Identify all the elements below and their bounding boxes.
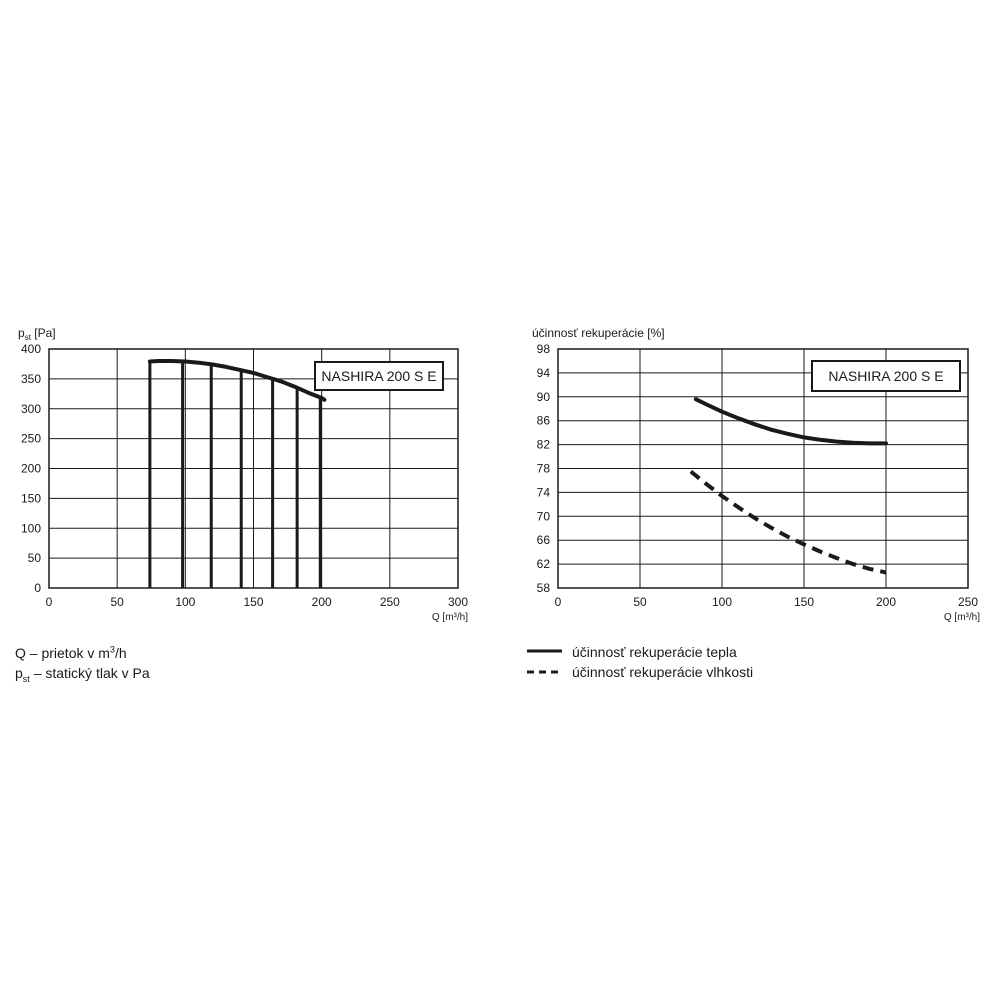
- y-tick-label: 66: [536, 533, 550, 548]
- y-tick-label: 0: [34, 581, 41, 595]
- x-tick-label: 200: [875, 595, 897, 609]
- y-tick-label: 350: [20, 371, 41, 386]
- x-tick-label: 150: [793, 595, 815, 609]
- legend-label-solid: účinnosť rekuperácie tepla: [572, 644, 737, 660]
- x-tick-label: 300: [447, 595, 469, 609]
- legend: [527, 651, 562, 672]
- y-tick-label: 400: [20, 342, 41, 356]
- y-tick-label: 86: [536, 413, 550, 428]
- y-tick-label: 74: [536, 485, 550, 500]
- y-tick-labels: [21, 342, 41, 595]
- x-axis-label: Q [m³/h]: [431, 612, 468, 623]
- y-axis-label-sub: st: [24, 333, 31, 342]
- y-axis-label: $p_{st}$ [Pa]: [18, 326, 56, 342]
- y-tick-label: 50: [27, 551, 41, 566]
- heat-recovery-curve: [696, 399, 886, 443]
- y-tick-label: 58: [536, 581, 550, 595]
- y-tick-label: 70: [536, 509, 550, 524]
- y-axis-label-unit: [Pa]: [30, 326, 56, 340]
- y-axis-label: účinnosť rekuperácie [%]: [532, 326, 665, 340]
- operating-lines: [150, 362, 320, 588]
- y-tick-labels: [537, 342, 551, 595]
- x-tick-label: 0: [554, 595, 562, 609]
- x-tick-label: 50: [633, 595, 647, 609]
- y-tick-label: 300: [20, 401, 41, 416]
- x-tick-label: 100: [711, 595, 733, 609]
- y-tick-label: 100: [20, 521, 41, 536]
- y-tick-label: 78: [536, 461, 550, 476]
- x-tick-label: 200: [311, 595, 332, 609]
- y-tick-label: 200: [20, 461, 41, 476]
- x-tick-label: 250: [957, 595, 979, 609]
- x-tick-label: 150: [243, 595, 264, 609]
- legend-label-dashed: účinnosť rekuperácie vlhkosti: [572, 664, 754, 680]
- y-tick-label: 98: [536, 342, 550, 356]
- efficiency-chart: [532, 326, 980, 623]
- humidity-recovery-curve: [691, 472, 886, 573]
- model-label: NASHIRA 200 S E: [321, 368, 437, 384]
- x-tick-label: 250: [379, 595, 400, 609]
- pressure-chart: [18, 326, 468, 623]
- x-tick-labels: [555, 595, 979, 609]
- x-tick-labels: [46, 595, 469, 609]
- x-tick-label: 50: [110, 595, 124, 609]
- y-tick-label: 82: [536, 437, 550, 452]
- x-tick-label: 0: [45, 595, 53, 609]
- y-tick-label: 250: [20, 431, 41, 446]
- x-axis-label: Q [m³/h]: [943, 612, 980, 623]
- model-label: NASHIRA 200 S E: [828, 368, 944, 384]
- y-tick-label: 150: [20, 491, 41, 506]
- y-tick-label: 94: [536, 365, 550, 380]
- y-tick-label: 62: [536, 557, 550, 572]
- flow-note: Q – prietok v $m^3/h$: [15, 644, 127, 661]
- pressure-note: $p_{st}$ – statický tlak v Pa: [15, 665, 150, 684]
- y-tick-label: 90: [536, 389, 550, 404]
- x-tick-label: 100: [175, 595, 196, 609]
